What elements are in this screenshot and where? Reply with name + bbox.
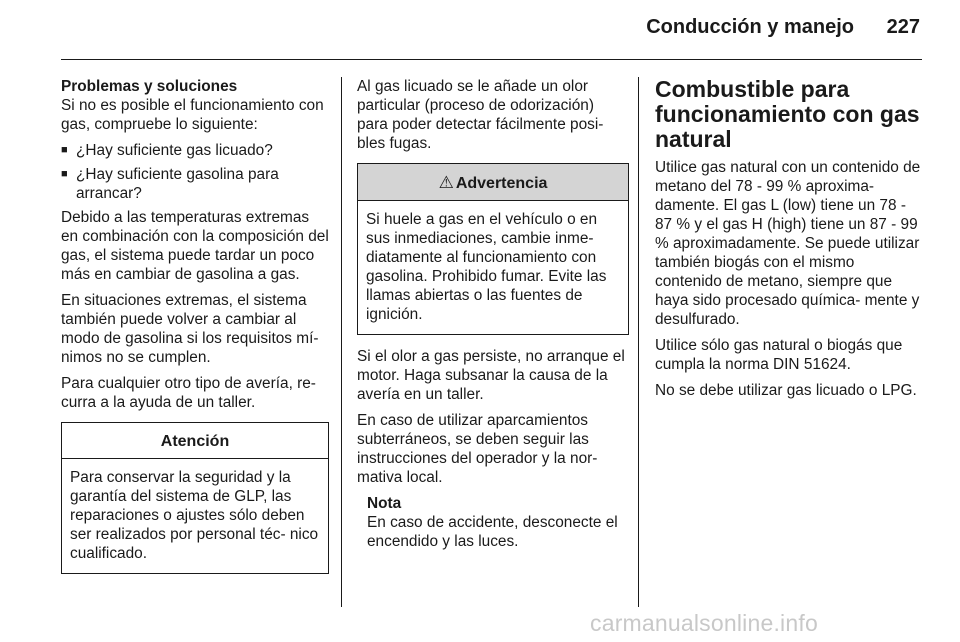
list-item-text: ¿Hay suficiente gas licuado? xyxy=(76,142,273,159)
page-number: 227 xyxy=(886,16,920,38)
paragraph: Para cualquier otro tipo de avería, re- curra a la ayuda de un taller. xyxy=(61,375,316,411)
attention-body: Para conservar la seguridad y la garantía del sistema de GLP, las reparaciones o ajustes sólo deben ser realizados por personal téc- nico cualificado. xyxy=(70,469,319,562)
section-title: Conducción y manejo xyxy=(646,16,854,38)
list-item-text: ¿Hay suficiente gasolina para arrancar? xyxy=(76,166,279,202)
paragraph: No se debe utilizar gas licuado o LPG. xyxy=(655,382,917,399)
bullet-square-icon: ■ xyxy=(61,168,68,180)
attention-title: Atención xyxy=(62,423,328,459)
troubleshooting-heading: Problemas y soluciones xyxy=(61,78,238,95)
note-body: En caso de accidente, desconecte el encendido y las luces. xyxy=(367,514,618,550)
troubleshooting-intro: Si no es posible el funcionamiento con gas, compruebe lo siguiente: xyxy=(61,97,324,133)
attention-box xyxy=(61,422,329,574)
bullet-square-icon: ■ xyxy=(61,144,68,156)
paragraph: Utilice gas natural con un contenido de metano del 78 - 99 % aproxima- damente. El gas L (low) tiene un 78 - 87 % y el gas H (high) tiene un 87 - 99 % aproximadamente. Se puede utilizar también biogás con el mismo contenido de metano, siempre que haya sido procesado química- mente y desulfurado. xyxy=(655,159,921,328)
warning-header xyxy=(358,164,628,201)
note-title: Nota xyxy=(367,495,402,512)
paragraph: Utilice sólo gas natural o biogás que cumpla la norma DIN 51624. xyxy=(655,337,903,373)
column-divider-1 xyxy=(341,77,342,607)
warning-box xyxy=(357,163,629,335)
page-header xyxy=(0,0,960,62)
paragraph: Debido a las temperaturas extremas en combinación con la composición del gas, el sistema puede tardar un poco más en cambiar de gasolina a gas. xyxy=(61,209,329,283)
paragraph: En situaciones extremas, el sistema también puede volver a cambiar al modo de gasolina si los requisitos mí- nimos no se cumplen. xyxy=(61,292,319,366)
column-middle xyxy=(357,77,629,551)
list-item xyxy=(61,165,329,203)
column-divider-2 xyxy=(638,77,639,607)
warning-title: Advertencia xyxy=(455,175,548,192)
paragraph: Si el olor a gas persiste, no arranque el motor. Haga subsanar la causa de la avería en un taller. xyxy=(357,348,625,403)
watermark: carmanualsonline.info xyxy=(590,610,818,636)
warning-triangle-icon: ⚠ xyxy=(438,173,454,192)
paragraph: Al gas licuado se le añade un olor particular (proceso de odorización) para poder detectar fácilmente posi- bles fugas. xyxy=(357,78,604,152)
list-item xyxy=(61,141,329,160)
paragraph: En caso de utilizar aparcamientos subterráneos, se deben seguir las instrucciones del operador y la nor- mativa local. xyxy=(357,412,598,486)
note-block xyxy=(367,494,629,551)
section-heading: Combustible para funcionamiento con gas natural xyxy=(655,76,920,152)
column-right xyxy=(655,77,925,407)
header-divider xyxy=(61,59,922,60)
column-left xyxy=(61,77,329,586)
warning-body: Si huele a gas en el vehículo o en sus inmediaciones, cambie inme- diatamente al funcionamiento con gasolina. Prohibido fumar. Evite las llamas abiertas o las fuentes de ignición. xyxy=(366,211,607,323)
